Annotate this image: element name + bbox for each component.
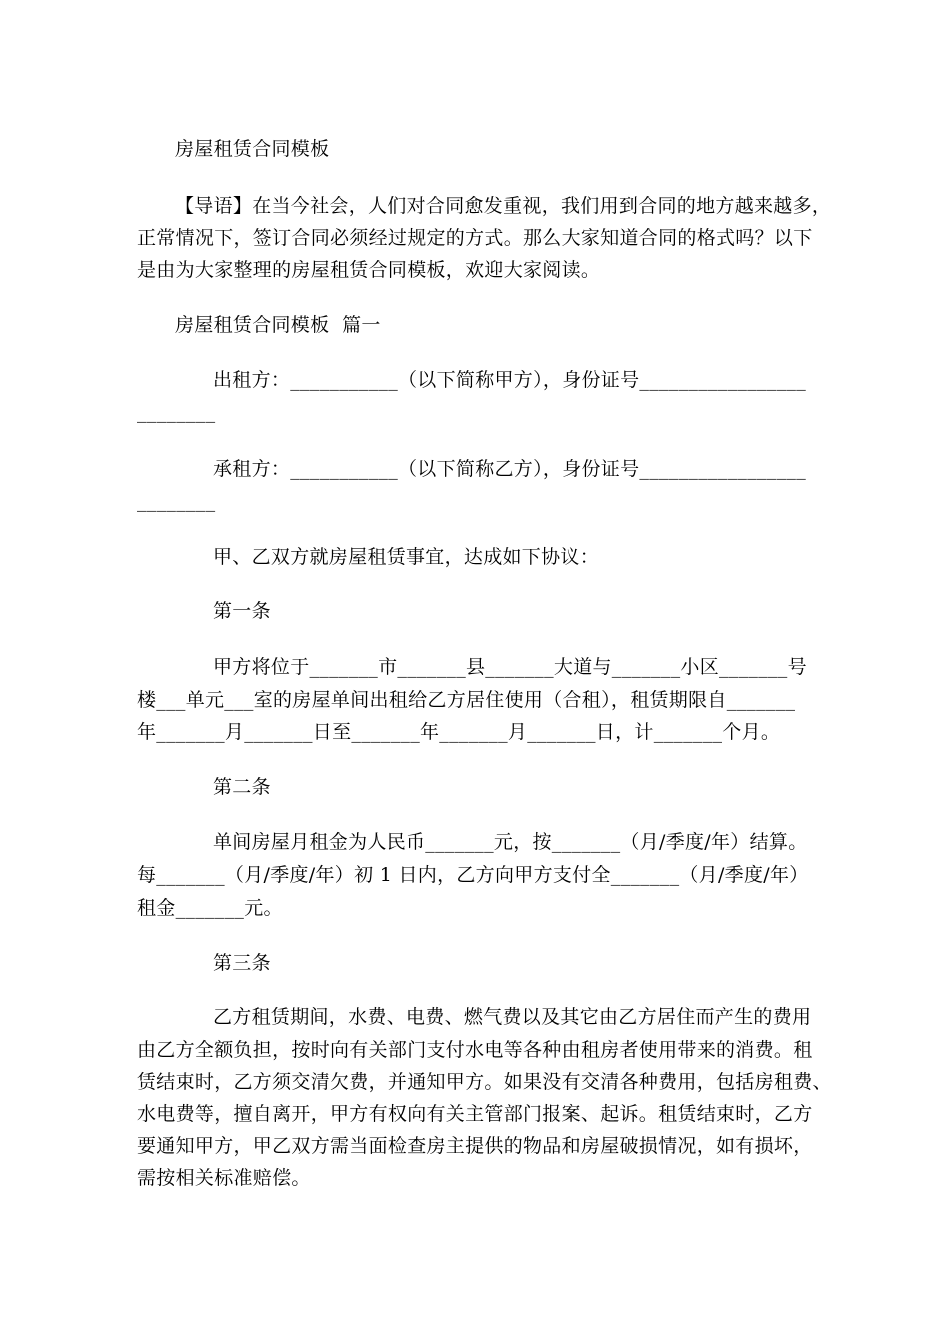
lessor-line: ________: [137, 401, 216, 423]
article-heading: 第二条: [213, 776, 271, 798]
article-line: 赁结束时，乙方须交清欠费，并通知甲方。如果没有交清各种费用，包括房租费、: [137, 1071, 832, 1093]
lessor-line: 出租方：___________（以下简称甲方），身份证号_________________: [213, 369, 807, 391]
article-line: 水电费等，擅自离开，甲方有权向有关主管部门报案、起诉。租赁结束时，乙方: [137, 1103, 813, 1125]
article-line: 楼___单元___室的房屋单间出租给乙方居住使用（合租），租赁期限自_______: [137, 689, 796, 711]
article-line: 需按相关标准赔偿。: [137, 1167, 311, 1189]
article-line: 要通知甲方，甲乙双方需当面检查房主提供的物品和房屋破损情况，如有损坏，: [137, 1135, 813, 1157]
article-heading: 第三条: [213, 952, 271, 974]
article-line: 每_______（月/季度/年）初 1 日内，乙方向甲方支付全_______（月/季度/年）: [137, 864, 809, 886]
intro-line: 正常情况下，签订合同必须经过规定的方式。那么大家知道合同的格式吗？以下: [137, 227, 813, 249]
article-heading: 第一条: [213, 600, 271, 622]
article-line: 单间房屋月租金为人民币_______元，按_______（月/季度/年）结算。: [213, 831, 808, 853]
document-title: 房屋租赁合同模板: [175, 138, 330, 160]
article-line: 乙方租赁期间，水费、电费、燃气费以及其它由乙方居住而产生的费用: [213, 1006, 812, 1028]
lessee-line: ________: [137, 490, 216, 512]
article-line: 年_______月_______日至_______年_______月_______日，计_______个月。: [137, 721, 781, 743]
section-heading: 房屋租赁合同模板 篇一: [175, 314, 381, 336]
agreement-statement: 甲、乙双方就房屋租赁事宜，达成如下协议：: [213, 546, 600, 568]
lessee-line: 承租方：___________（以下简称乙方），身份证号_________________: [213, 458, 807, 480]
article-line: 由乙方全额负担，按时向有关部门支付水电等各种由租房者使用带来的消费。租: [137, 1039, 813, 1061]
article-line: 甲方将位于_______市_______县_______大道与_______小区_______号: [213, 656, 807, 678]
intro-line: 是由为大家整理的房屋租赁合同模板，欢迎大家阅读。: [137, 259, 601, 281]
intro-line: 【导语】在当今社会，人们对合同愈发重视，我们用到合同的地方越来越多，: [175, 195, 832, 217]
article-line: 租金_______元。: [137, 897, 283, 919]
